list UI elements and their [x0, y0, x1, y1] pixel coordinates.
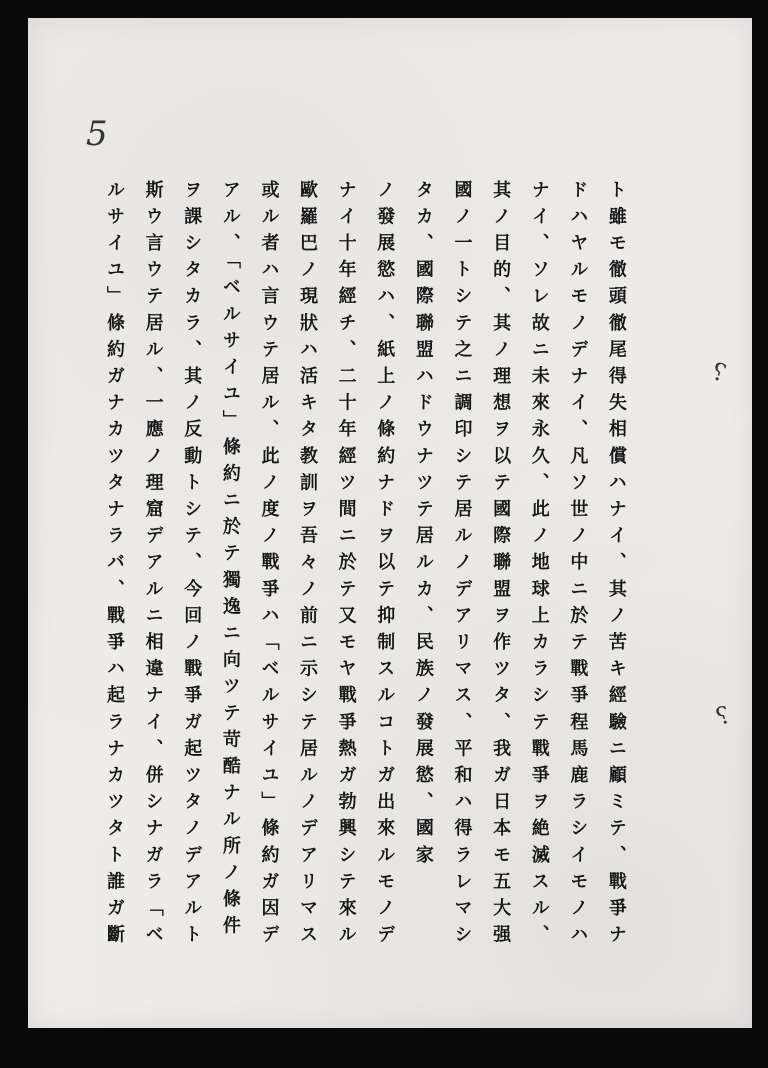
- ink-smudge-mark: ⸮: [712, 700, 733, 732]
- text-column: ノ發展慾ハ、紙上ノ條約ナドヲ以テ抑制スルコトガ出來ルモノデ: [374, 180, 396, 952]
- text-column: ト雖モ徹頭徹尾得失相償ハナイ、其ノ苦キ經驗ニ顧ミテ、戰爭ナ: [605, 180, 627, 952]
- text-column: アル、「ベルサイユ」條約ニ於テ獨逸ニ向ツテ苛酷ナル所ノ條件: [219, 180, 241, 943]
- text-column: ナイ十年經チ、二十年經ツ間ニ於テ又モヤ戰爭熱ガ勃興シテ來ル: [335, 180, 357, 952]
- ink-smudge-mark: ⸮: [707, 356, 730, 388]
- text-column: 歐羅巴ノ現狀ハ活キタ教訓ヲ吾々ノ前ニ示シテ居ルノデアリマス: [297, 180, 319, 952]
- page-number: 5: [86, 114, 108, 154]
- text-column: ルサイユ」條約ガナカツタナラバ、戰爭ハ起ラナカツタト誰ガ斷: [104, 180, 125, 952]
- text-column: タカ、國際聯盟ハドウナツテ居ルカ、民族ノ發展慾、國家: [412, 180, 434, 872]
- text-column: 國ノ一トシテ之ニ調印シテ居ルノデアリマス、平和ハ得ラレマシ: [451, 180, 473, 952]
- text-column: ナイ、ソレ故ニ未來永久、此ノ地球上カラシテ戰爭ヲ絶滅スル、: [528, 180, 550, 952]
- text-column: 斯ウ言ウテ居ル、一應ノ理窟デアルニ相違ナイ、併シナガラ「ベ: [142, 180, 164, 952]
- text-column: 或ル者ハ言ウテ居ル、此ノ度ノ戰爭ハ「ベルサイユ」條約ガ因デ: [258, 180, 280, 952]
- vertical-text-block: [100, 180, 630, 952]
- text-column: ドハヤルモノデナイ、凡ソ世ノ中ニ於テ戰爭程馬鹿ラシイモノハ: [567, 180, 589, 952]
- text-column: 其ノ目的、其ノ理想ヲ以テ國際聯盟ヲ作ツタ、我ガ日本モ五大强: [490, 180, 512, 952]
- text-column: ヲ課シタカラ、其ノ反動トシテ、今回ノ戰爭ガ起ツタノデアルト: [181, 180, 203, 952]
- document-page: [28, 18, 752, 1028]
